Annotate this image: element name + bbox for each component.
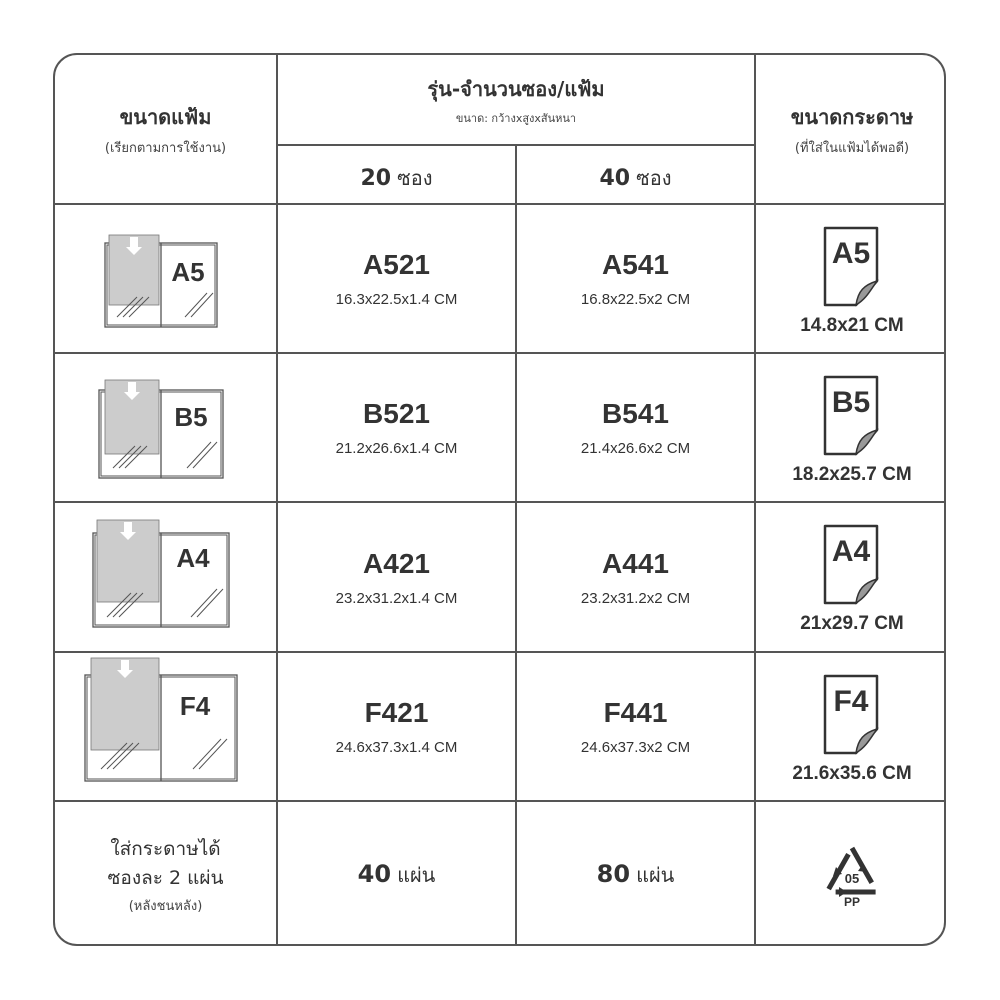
paper-sheet-icon [822,673,882,757]
model-20-cell [278,205,515,352]
header-40-pockets [517,146,754,203]
folder-size-subtitle: (เรียกตามการใช้งาน) [104,140,227,156]
folder-icon [55,653,276,800]
paper-sheet-icon [822,523,882,607]
recycle-code: 05 [844,871,860,886]
model-20-cell [278,354,515,501]
model-code: F421 [364,697,429,728]
folder-size-label: F4 [179,691,211,721]
pockets-20-number: 20 [360,165,392,191]
model-code: A541 [602,249,669,280]
model-dimensions: 24.6x37.3x2 CM [580,739,691,756]
paper-size-value: 21x29.7 CM [800,613,904,634]
model-dimensions: 24.6x37.3x1.4 CM [335,739,458,756]
folder-size-label: A4 [176,543,210,573]
paper-sheet-label: F4 [833,684,869,718]
model-code: B521 [363,398,430,429]
model-dimensions: 16.3x22.5x1.4 CM [335,291,458,308]
folder-illustration-cell [55,354,276,501]
model-code: A421 [363,547,430,579]
model-dimensions: 21.4x26.6x2 CM [580,440,691,457]
paper-size-value: 18.2x25.7 CM [792,463,912,485]
folder-icon [55,205,276,352]
paper-size-cell [756,503,946,651]
size-table [53,53,946,946]
model-dimensions: 21.2x26.6x1.4 CM [335,440,458,457]
pockets-unit: ซอง [397,165,433,190]
model-40-cell [517,653,754,800]
model-title: รุ่น-จำนวนซอง/แฟ้ม [427,76,605,101]
sheets-unit: แผ่น [397,863,436,887]
model-code: F441 [603,697,668,728]
paper-sheet-label: A5 [831,236,871,270]
model-40-cell [517,354,754,501]
folder-icon [55,354,276,501]
pockets-40-number: 40 [599,165,631,191]
paper-size-title: ขนาดกระดาษ [790,104,914,129]
sheets-40-number: 80 [596,860,631,888]
capacity-line-1: ใส่กระดาษได้ [110,837,221,860]
header-paper-size [756,55,946,203]
header-20-pockets [278,146,515,203]
paper-size-cell [756,653,946,800]
paper-size-value: 14.8x21 CM [800,314,904,336]
header-folder-size [55,55,276,203]
model-40-cell [517,205,754,352]
sheets-20-cell [278,802,515,946]
paper-size-subtitle: (ที่ใส่ในแฟ้มได้พอดี) [794,140,910,156]
sheets-40-cell [517,802,754,946]
model-20-cell [278,503,515,651]
paper-size-value: 21.6x35.6 CM [792,762,912,784]
capacity-line-2: ซองละ 2 แผ่น [107,866,224,889]
recycle-cell [756,802,946,946]
model-code: A441 [602,547,669,579]
model-dimensions: 23.2x31.2x1.4 CM [335,589,458,607]
model-code: A521 [363,249,430,280]
folder-icon [55,503,276,651]
folder-illustration-cell [55,205,276,352]
recycle-material: PP [843,895,861,909]
pockets-unit: ซอง [636,165,672,190]
paper-sheet-icon [822,374,882,458]
model-subtitle: ขนาด: กว้างxสูงxสันหนา [455,111,577,125]
model-dimensions: 23.2x31.2x2 CM [580,589,691,607]
sheets-unit: แผ่น [636,863,675,887]
folder-illustration-cell [55,503,276,651]
paper-sheet-label: B5 [831,385,871,419]
recycle-pp-icon [817,840,887,910]
folder-size-label: A5 [171,257,205,287]
model-dimensions: 16.8x22.5x2 CM [580,291,691,308]
model-40-cell [517,503,754,651]
folder-size-title: ขนาดแฟ้ม [119,104,212,129]
capacity-note: (หลังชนหลัง) [128,898,203,914]
folder-size-label: B5 [174,402,208,432]
sheets-20-number: 40 [357,860,392,888]
paper-sheet-label: A4 [831,535,871,568]
header-model [278,55,754,144]
model-20-cell [278,653,515,800]
capacity-cell [55,802,276,946]
paper-size-cell [756,205,946,352]
folder-illustration-cell [55,653,276,800]
paper-sheet-icon [822,225,882,309]
paper-size-cell [756,354,946,501]
model-code: B541 [602,398,669,429]
